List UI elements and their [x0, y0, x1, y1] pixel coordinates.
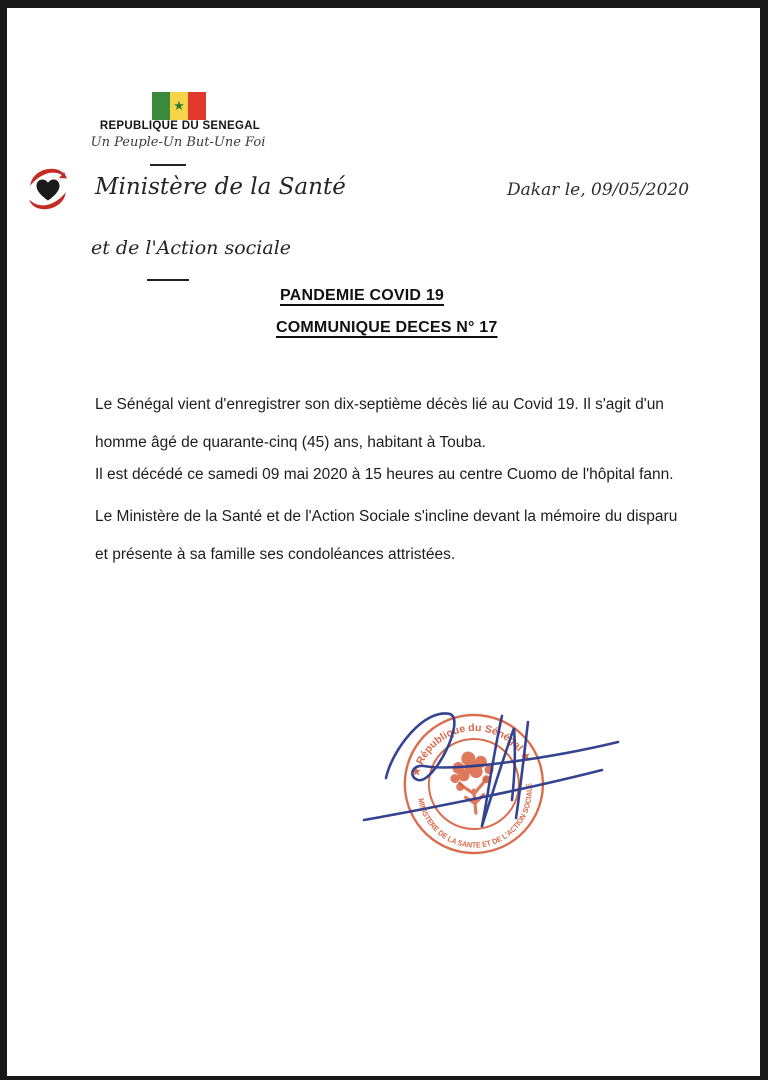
stamp-bottom-text: MINISTERE DE LA SANTE ET DE L'ACTION SOCIALE: [416, 782, 534, 850]
ministry-name-line2: et de l'Action sociale: [91, 237, 292, 259]
body-paragraph-3: [95, 498, 695, 574]
senegal-flag-icon: [152, 92, 206, 120]
dateline: Dakar le, 09/05/2020: [507, 180, 690, 200]
flag-green-band: [152, 92, 170, 120]
national-motto: Un Peuple-Un But-Une Foi: [90, 135, 266, 150]
body-paragraph-2: [95, 456, 695, 494]
paragraph-line: Le Ministère de la Santé et de l'Action Sociale s'incline devant la mémoire du disparu: [95, 508, 678, 525]
flag-yellow-band: [170, 92, 188, 120]
flag-star-icon: ★: [173, 97, 185, 113]
divider: [147, 279, 189, 281]
body-paragraph-1: [95, 386, 695, 462]
republic-title: REPUBLIQUE DU SENEGAL: [99, 120, 261, 132]
handwritten-signature: [362, 700, 624, 848]
flag-red-band: [188, 92, 206, 120]
ministry-health-logo-icon: [27, 166, 69, 212]
document-title-line2: COMMUNIQUE DECES N° 17: [276, 319, 498, 336]
paragraph-line: Le Sénégal vient d'enregistrer son dix-septième décès lié au Covid 19. Il s'agit d'un: [95, 396, 664, 413]
ministry-name-line1: Ministère de la Santé: [95, 174, 346, 200]
stamp-top-text: ★ République du Sénégal ★: [409, 721, 534, 778]
paragraph-line: et présente à sa famille ses condoléances attristées.: [95, 546, 456, 563]
document-title-line1: PANDEMIE COVID 19: [280, 287, 445, 304]
paragraph-line: homme âgé de quarante-cinq (45) ans, habitant à Touba.: [95, 434, 486, 451]
paragraph-line: Il est décédé ce samedi 09 mai 2020 à 15 heures au centre Cuomo de l'hôpital fann.: [95, 466, 674, 483]
divider: [150, 164, 186, 166]
